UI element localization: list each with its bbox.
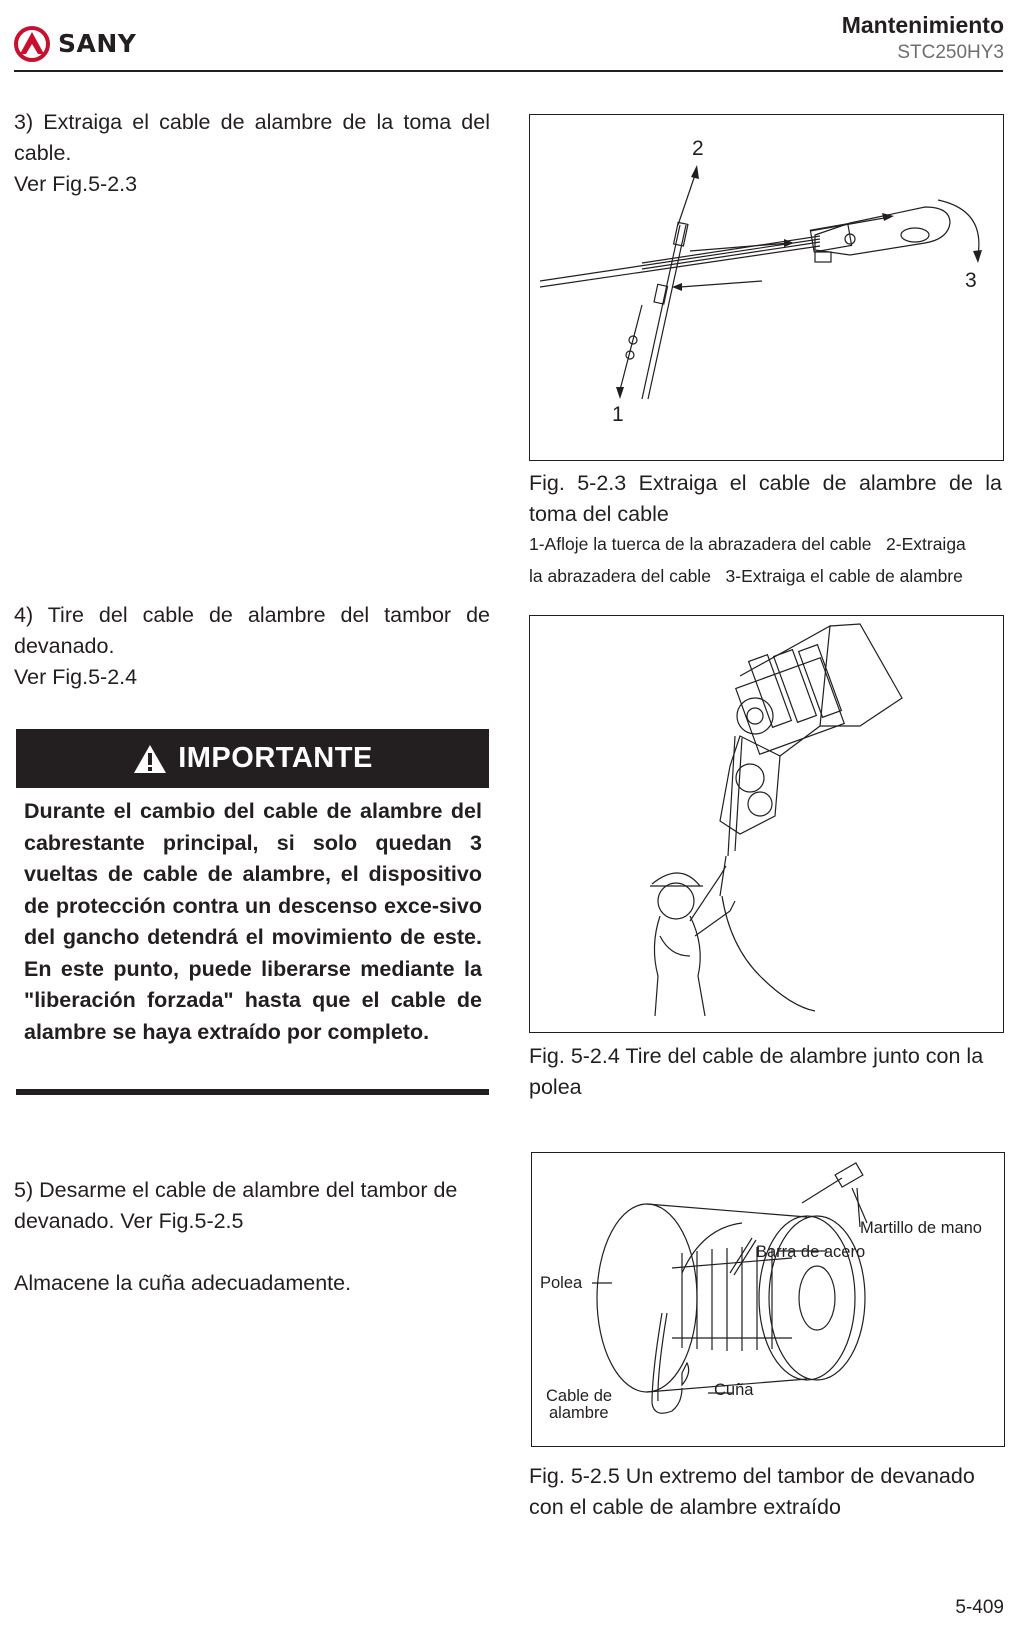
label-cable-line-2: alambre [549,1404,609,1422]
header-rule [14,70,1003,72]
sany-logo [14,24,164,64]
section-title: Mantenimiento [841,12,1004,38]
step-3-ref: Ver Fig.5-2.3 [14,172,138,196]
important-body: Durante el cambio del cable de alambre del cabrestante principal, si solo quedan 3 vueltas de cable de alambre, el dispositivo de protección contra un descenso exce-sivo del gancho detendrá el movimiento de este. En este punto, puede liberarse mediante la "liberación forzada" hasta que el cable de alambre se haya extraído por completo. [24,799,482,1044]
figure-5-2-5-caption: Fig. 5-2.5 Un extremo del tambor de devanado con el cable de alambre extraído [529,1464,975,1519]
brand-name: SANY [58,29,137,58]
pulley-pull-illustration [530,616,1003,1032]
label-hammer: Martillo de mano [860,1219,982,1237]
step-5 [14,1175,494,1299]
legend-line-2: la abrazadera del cable 3-Extraiga el cable de alambre [529,566,963,586]
page-number: 5-409 [955,1597,1004,1618]
label-pulley: Polea [540,1274,583,1292]
step-5-text: 5) Desarme el cable de alambre del tambor de devanado. Ver Fig.5-2.5 [14,1178,458,1233]
step-4 [14,600,490,693]
figure-5-2-5 [531,1152,1005,1447]
label-cable-line-1: Cable de [546,1387,613,1405]
callout-1: 1 [612,403,624,426]
model-number: STC250HY3 [897,42,1004,63]
figure-5-2-3 [529,114,1004,461]
figure-5-2-4 [529,615,1004,1033]
wire-socket-illustration [530,115,1003,460]
step-3-text: 3) Extraiga el cable de alambre de la toma del cable. [14,110,490,165]
step-4-text: 4) Tire del cable de alambre del tambor de devanado. [14,603,490,658]
winding-drum-illustration [532,1153,1004,1446]
figure-5-2-3-legend [529,528,1009,592]
label-steel-bar: Barra de acero [756,1243,866,1261]
figure-5-2-3-caption: Fig. 5-2.3 Extraiga el cable de alambre de la toma del cable [529,471,1002,526]
step-4-ref: Ver Fig.5-2.4 [14,665,138,689]
step-3 [14,107,490,200]
figure-5-2-4-caption: Fig. 5-2.4 Tire del cable de alambre junto con la polea [529,1044,984,1099]
warning-icon [132,743,168,775]
important-rule [16,1089,489,1095]
step-5-note: Almacene la cuña adecuadamente. [14,1271,352,1295]
sany-logo-icon [14,24,54,64]
label-wedge: Cuña [714,1381,754,1399]
callout-3: 3 [965,269,977,292]
legend-line-1: 1-Afloje la tuerca de la abrazadera del cable 2-Extraiga [529,534,966,554]
important-header [16,729,489,788]
important-title: IMPORTANTE [178,742,373,774]
callout-2: 2 [692,137,704,160]
